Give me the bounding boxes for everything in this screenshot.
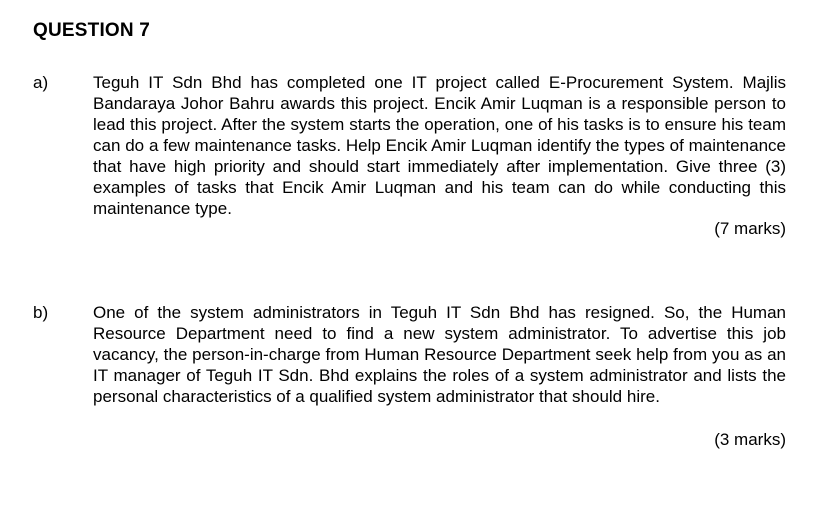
question-label: b) [33,303,49,322]
question-heading: QUESTION 7 [33,20,151,41]
question-label: a) [33,73,49,92]
question-text: One of the system administrators in Teguh IT Sdn Bhd has resigned. So, the Human Resource Department need to find a new system administrator. To advertise this job vacancy, the person-in-charge from Human Resource Department seek help from you as an IT manager of Teguh IT Sdn. Bhd explains the roles of a system administrator and lists the personal characteristics of a qualified system administrator that should hire. [93,303,786,406]
question-text: Teguh IT Sdn Bhd has completed one IT project called E-Procurement System. Majlis Bandaraya Johor Bahru awards this project. Encik Amir Luqman is a responsible person to lead this project. After the system starts the operation, one of his tasks is to ensure his team can do a few maintenance tasks. Help Encik Amir Luqman identify the types of maintenance that have high priority and should start immediately after implementation. Give three (3) examples of tasks that Encik Amir Luqman and his team can do while conducting this maintenance type. [93,73,786,218]
marks-label: (7 marks) [714,219,786,238]
marks-label: (3 marks) [714,430,786,449]
